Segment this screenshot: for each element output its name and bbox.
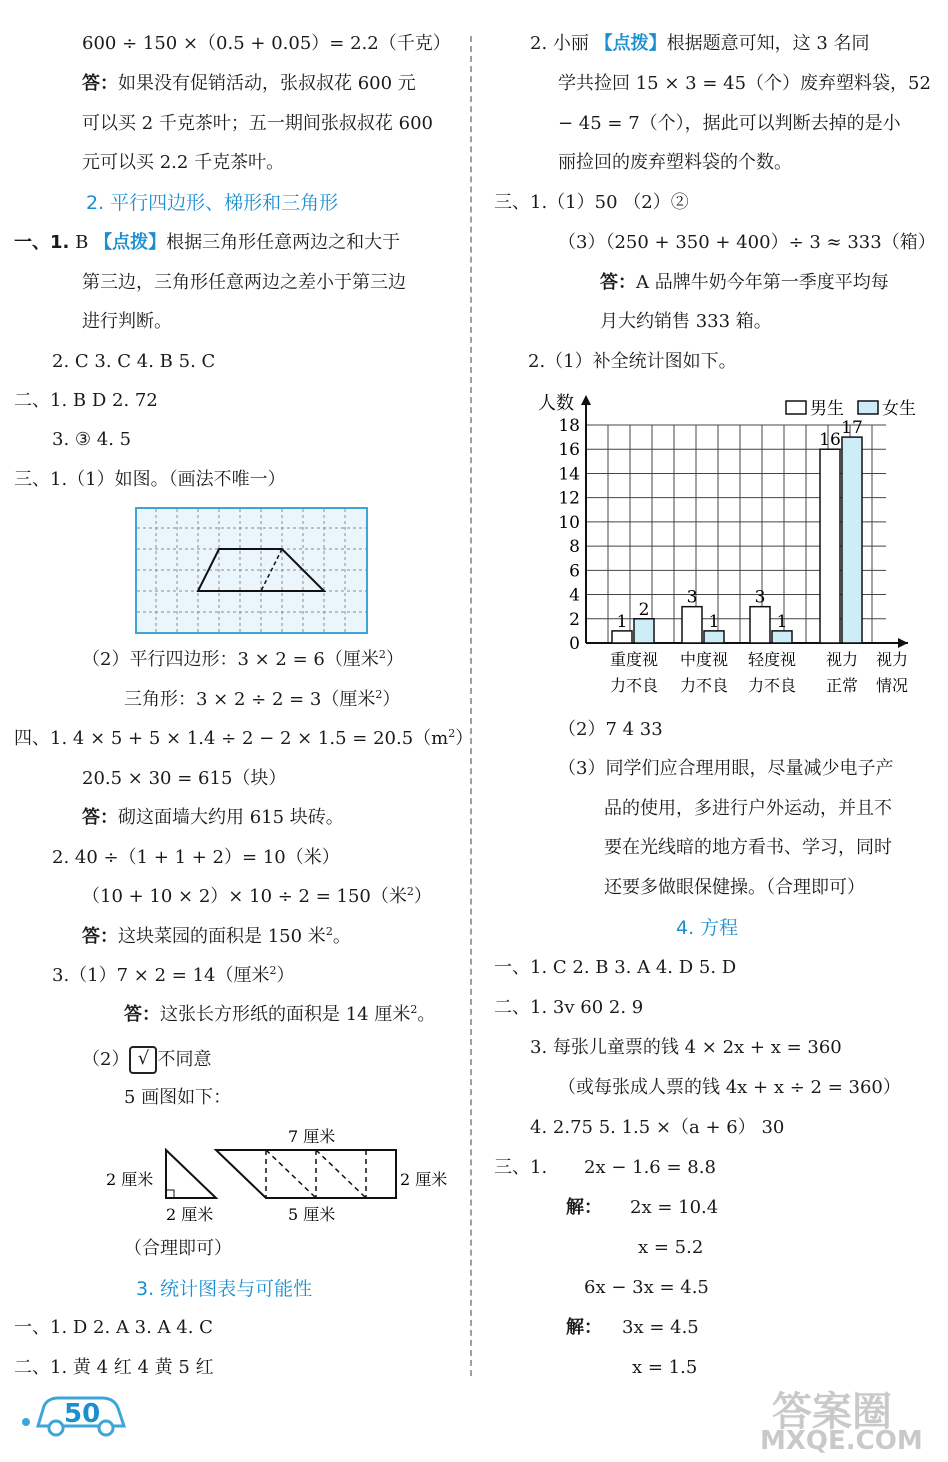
- section-title: 2. 平行四边形、梯形和三角形: [86, 192, 339, 214]
- text-line: 可以买 2 千克茶叶；五一期间张叔叔花 600: [82, 113, 433, 134]
- solve-label: 解：: [566, 1317, 602, 1338]
- text-line: 2.（1）补全统计图如下。: [528, 351, 737, 372]
- y-tick-label: 18: [558, 416, 580, 436]
- x-tick-label: 重度视: [609, 650, 659, 669]
- bar-value-label: 16: [819, 430, 841, 451]
- text-line: （2）7 4 33: [558, 719, 663, 740]
- legend-swatch-girl: [858, 401, 878, 414]
- x-axis-arrow-icon: [898, 638, 908, 648]
- equation: 6x − 3x = 4.5: [584, 1277, 709, 1298]
- y-tick-label: 14: [558, 464, 580, 485]
- answer-line: 答：这张长方形纸的面积是 14 厘米$^2$。: [124, 1003, 436, 1025]
- checkmark-icon: √: [129, 1046, 157, 1074]
- bar-男生: [820, 449, 840, 643]
- text-line: 月大约销售 333 箱。: [600, 311, 772, 332]
- section-title: 4. 方程: [676, 917, 739, 939]
- equation: 2x − 1.6 = 8.8: [584, 1157, 716, 1178]
- text-line: 进行判断。: [82, 311, 172, 332]
- text-line: 5 画图如下：: [124, 1087, 232, 1108]
- y-tick-label: 0: [569, 634, 580, 654]
- triangle-height-label: 2 厘米: [106, 1170, 154, 1189]
- x-axis-label: 情况: [875, 676, 909, 695]
- column-divider: [470, 36, 472, 1376]
- trapezoid-shape: [216, 1150, 396, 1198]
- hint-text: 根据三角形任意两边之和大于: [166, 232, 401, 253]
- page-number: 50: [64, 1399, 101, 1429]
- text-line: − 45 = 7（个），据此可以判断去掉的是小: [558, 113, 901, 134]
- text-line: （2） √ 不同意: [82, 1046, 211, 1074]
- watermark: 答案圈: [772, 1389, 892, 1435]
- text-line: （3）（250 + 350 + 400）÷ 3 ≈ 333（箱）: [558, 232, 936, 253]
- x-tick-label: 视力: [825, 650, 859, 669]
- bottom-length-label: 5 厘米: [288, 1205, 336, 1224]
- text-line: （合理即可）: [124, 1238, 232, 1259]
- bar-value-label: 3: [754, 587, 766, 608]
- y-tick-label: 12: [558, 488, 580, 509]
- x-tick-label: 正常: [825, 676, 859, 695]
- bar-value-label: 3: [686, 587, 698, 608]
- x-tick-label: 力不良: [679, 676, 729, 695]
- equation: 2x = 10.4: [630, 1197, 719, 1218]
- text-line: 4. 2.75 5. 1.5 ×（a + 6） 30: [530, 1117, 785, 1138]
- text-line: 元可以买 2.2 千克茶叶。: [82, 152, 285, 173]
- text-line: 学共捡回 15 × 3 = 45（个）废弃塑料袋，52: [558, 73, 931, 94]
- y-axis-arrow-icon: [581, 395, 591, 405]
- solve-label: 解：: [566, 1197, 602, 1218]
- bar-value-label: 2: [638, 599, 650, 620]
- bar-女生: [634, 619, 654, 643]
- equation: x = 1.5: [632, 1357, 698, 1378]
- bar-男生: [682, 607, 702, 643]
- right-angle-mark: [166, 1190, 174, 1198]
- text-line: 二、1. B D 2. 72: [14, 390, 158, 411]
- shapes-figure: [100, 1120, 460, 1230]
- legend-swatch-boy: [786, 401, 806, 414]
- top-length-label: 7 厘米: [288, 1127, 336, 1146]
- bar-value-label: 1: [616, 611, 628, 632]
- text-line: 2. 40 ÷（1 + 1 + 2）= 10（米）: [52, 847, 340, 868]
- x-tick-label: 中度视: [679, 650, 729, 669]
- page-number-badge: [18, 1392, 128, 1442]
- text-line: 600 ÷ 150 ×（0.5 + 0.05）= 2.2（千克）: [82, 33, 451, 54]
- question-line: [14, 231, 400, 255]
- answer-text: B: [75, 232, 89, 253]
- y-tick-label: 10: [558, 512, 580, 533]
- answer-line: 答：这块菜园的面积是 150 米$^2$。: [82, 925, 351, 947]
- bar-value-label: 1: [776, 611, 788, 632]
- text-line: 3. ③ 4. 5: [52, 429, 132, 450]
- text-line: （或每张成人票的钱 4x + x ÷ 2 = 360）: [558, 1077, 901, 1098]
- text-line: 3. 每张儿童票的钱 4 × 2x + x = 360: [530, 1037, 842, 1058]
- bar-女生: [704, 631, 724, 643]
- hint-label: 【点拨】: [594, 33, 667, 54]
- text-line: 二、1. 黄 4 红 4 黄 5 红: [14, 1357, 214, 1378]
- text-line: 20.5 × 30 = 615（块）: [82, 768, 287, 789]
- text-line: 四、1. $4 \times 5 + 5 \times 1.4 \div 2 - 2 \times 1.5 = 20.5(m^2)$: [14, 727, 474, 749]
- x-tick-label: 力不良: [747, 676, 797, 695]
- text-line: 三、1.: [494, 1157, 548, 1178]
- text-line: 丽捡回的废弃塑料袋的个数。: [558, 152, 792, 173]
- equation: 3x = 4.5: [622, 1317, 699, 1338]
- x-tick-label: 轻度视: [747, 650, 797, 669]
- bar-chart: [520, 385, 930, 705]
- answer-text: 如果没有促销活动，张叔叔花 600 元: [118, 73, 416, 94]
- answer-line: [82, 72, 416, 96]
- bar-男生: [750, 607, 770, 643]
- answer-line: 答：A 品牌牛奶今年第一季度平均每: [600, 272, 889, 293]
- y-tick-label: 16: [558, 440, 580, 461]
- text-line: （2）平行四边形：3 × 2 = 6（厘米$^2$）: [82, 648, 404, 670]
- legend-label: 女生: [882, 399, 916, 419]
- bar-value-label: 1: [708, 611, 720, 632]
- y-axis-label: 人数: [538, 393, 574, 414]
- y-tick-label: 6: [569, 561, 580, 582]
- bar-女生: [772, 631, 792, 643]
- triangle-base-label: 2 厘米: [166, 1205, 214, 1224]
- text-line: 二、1. 3v 60 2. 9: [494, 997, 644, 1018]
- hint-label: 【点拨】: [94, 232, 167, 253]
- height-label: 2 厘米: [400, 1170, 448, 1189]
- bar-女生: [842, 437, 862, 643]
- text-line: 要在光线暗的地方看书、学习，同时: [604, 837, 892, 858]
- answer-label: 答：: [82, 73, 118, 94]
- text-line: 品的使用，多进行户外运动，并且不: [604, 798, 892, 819]
- text-line: 2. C 3. C 4. B 5. C: [52, 351, 216, 372]
- x-axis-label: 视力: [875, 650, 909, 669]
- text-line: （3）同学们应合理用眼，尽量减少电子产: [558, 758, 894, 779]
- section-title: 3. 统计图表与可能性: [136, 1278, 313, 1300]
- equation: x = 5.2: [638, 1237, 704, 1258]
- legend-label: 男生: [810, 399, 844, 419]
- y-tick-label: 2: [569, 609, 580, 630]
- text-line: 2. 小丽 【点拨】根据题意可知，这 3 名同: [530, 33, 870, 54]
- text-line: 还要多做眼保健操。（合理即可）: [604, 877, 865, 898]
- grid-figure: [135, 507, 369, 635]
- text-line: 3.（1）7 × 2 = 14（厘米$^2$）: [52, 964, 295, 986]
- x-tick-label: 力不良: [609, 676, 659, 695]
- text-line: 三、1.（1）如图。（画法不唯一）: [14, 469, 286, 490]
- text-line: 第三边，三角形任意两边之差小于第三边: [82, 272, 406, 293]
- text-line: 三、1.（1）50 （2）②: [494, 192, 689, 213]
- question-number: 一、1.: [14, 232, 70, 253]
- bar-value-label: 17: [841, 418, 863, 439]
- answer-line: 答：砌这面墙大约用 615 块砖。: [82, 807, 344, 828]
- text-line: 三角形：3 × 2 ÷ 2 = 3（厘米$^2$）: [124, 688, 401, 710]
- text-line: （10 + 10 × 2）× 10 ÷ 2 = 150（米$^2$）: [82, 885, 432, 907]
- watermark: MXQE.COM: [760, 1426, 923, 1456]
- text-line: 一、1. C 2. B 3. A 4. D 5. D: [494, 957, 737, 978]
- y-tick-label: 4: [569, 585, 580, 606]
- text-line: 一、1. D 2. A 3. A 4. C: [14, 1317, 213, 1338]
- y-tick-label: 8: [569, 537, 580, 558]
- bar-男生: [612, 631, 632, 643]
